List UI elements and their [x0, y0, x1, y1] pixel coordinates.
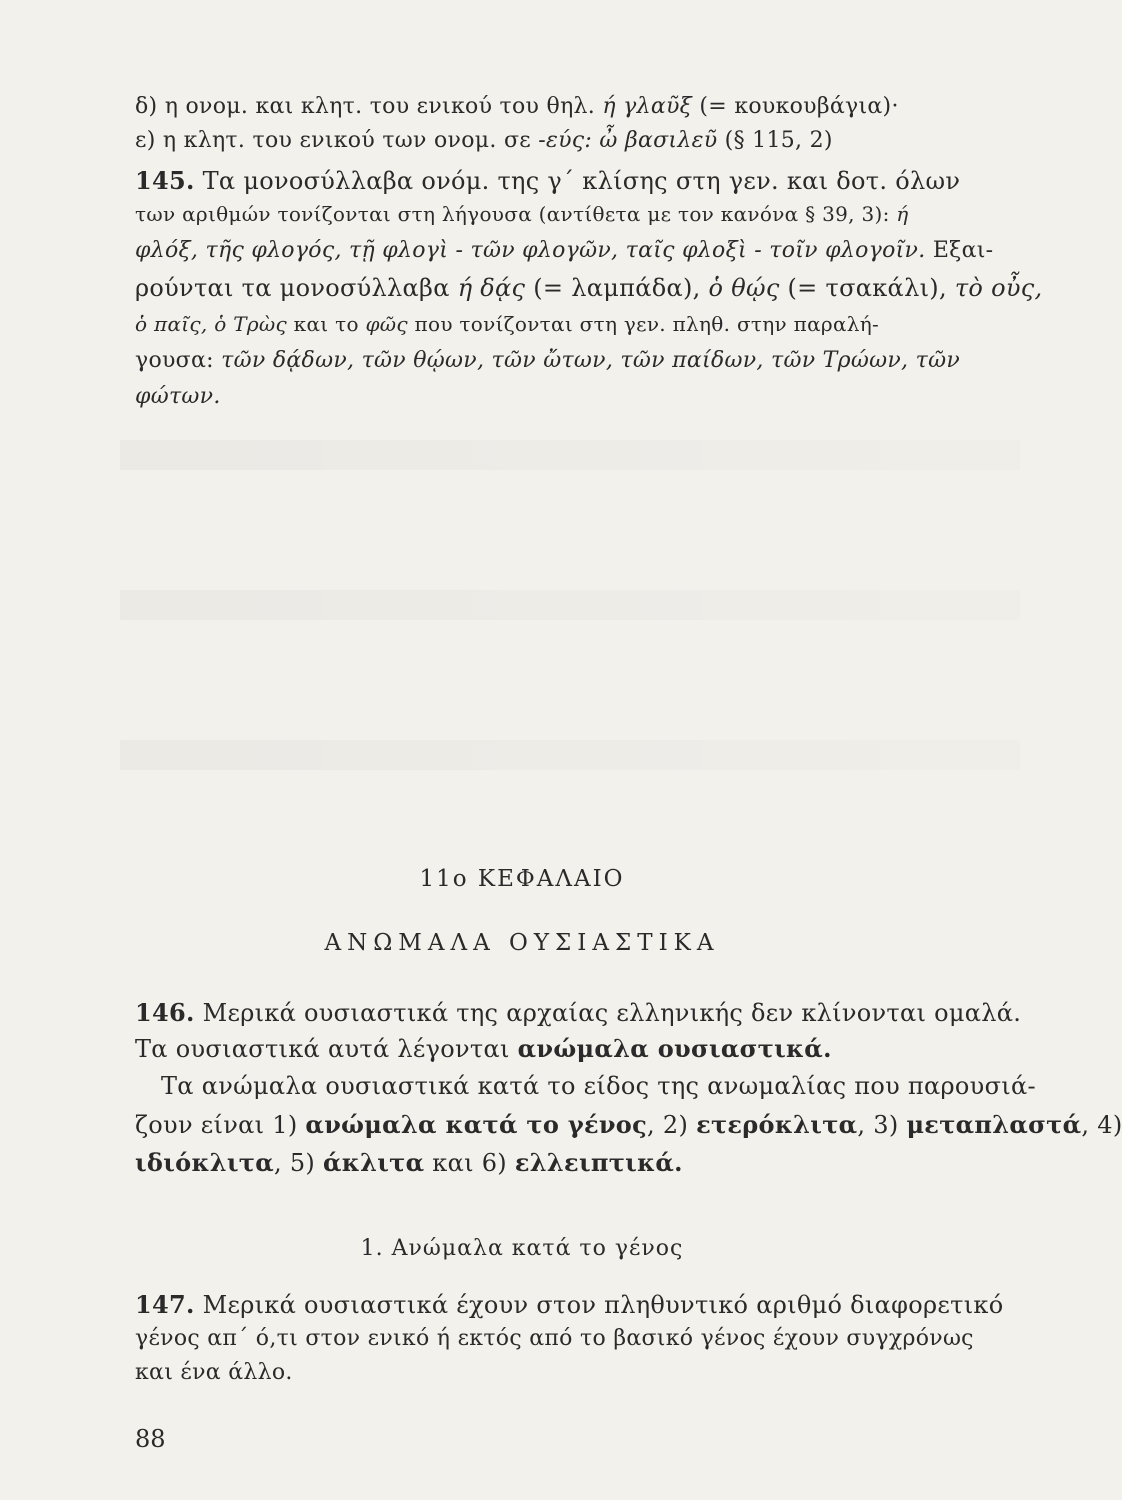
bleed-through [120, 440, 1020, 470]
paragraph-146-line [135, 1072, 1036, 1100]
text-italic: ή δᾴς [457, 274, 526, 302]
text: (= τσακάλι), [779, 274, 955, 302]
text: , 2) [647, 1111, 697, 1139]
text: (= κουκουβάγια)· [699, 94, 899, 119]
text: ρούνται τα μονοσύλλαβα [135, 274, 458, 302]
paragraph-145-line [135, 274, 1043, 302]
text-italic: τὸ οὖς, [954, 274, 1043, 302]
chapter-label: 11ο ΚΕΦΑΛΑΙΟ [419, 866, 625, 892]
paragraph-147-line [135, 1290, 1005, 1319]
text: Τα ουσιαστικά αυτά λέγονται [135, 1035, 518, 1063]
text-italic: ή γλαῦξ [595, 94, 700, 119]
text: Μερικά ουσιαστικά έχουν στον πληθυντικό αριθμό διαφορετικό [194, 1291, 1004, 1319]
text: που τονίζονται στη γεν. πληθ. στην παραλή- [407, 312, 880, 336]
text-bold: ελλειπτικά. [514, 1148, 683, 1177]
text-italic: ὁ παῖς, ὁ Τρὼς [135, 312, 288, 336]
section-title: 1. Ανώμαλα κατά το γένος [360, 1236, 684, 1261]
paragraph-145-line [135, 238, 1005, 263]
text: γουσα: [135, 348, 222, 373]
text-italic: ὁ θῴς [708, 274, 780, 302]
text-italic: φῶς [365, 312, 408, 336]
paragraph-146-line [135, 1034, 1005, 1063]
text-bold: ετερόκλιτα [696, 1110, 858, 1139]
paragraph-147-line [135, 1360, 1005, 1385]
text-line [135, 128, 1005, 153]
text: ζουν είναι 1) [135, 1111, 306, 1139]
bleed-through [120, 590, 1020, 620]
text-italic: ή [896, 202, 909, 226]
text: δ) η ονομ. και κλητ. του ενικού του θηλ. [135, 94, 596, 119]
text-italic: τῶν δᾴδων, τῶν θῴων, τῶν ὤτων, τῶν παίδων, τῶν Τρώων, τῶν [221, 348, 961, 373]
paragraph-146-line [135, 1148, 1005, 1177]
text-bold: ανώμαλα κατά το γένος [305, 1110, 648, 1139]
paragraph-145-line [135, 348, 1005, 373]
text: Εξαι- [925, 238, 994, 263]
text: (§ 115, 2) [717, 128, 833, 153]
text: Μερικά ουσιαστικά της αρχαίας ελληνικής δεν κλίνονται ομαλά. [194, 999, 1022, 1027]
paragraph-145-line [135, 384, 1005, 409]
text: γένος απ΄ ό,τι στον ενικό ή εκτός από το βασικό γένος έχουν συγχρόνως [135, 1326, 974, 1351]
text: Τα μονοσύλλαβα ονόμ. της γ΄ κλίσης στη γεν. και δοτ. όλων [194, 167, 961, 195]
text: , 4) [1081, 1111, 1122, 1139]
text-italic: -εύς: ὦ βασιλεῦ [538, 128, 718, 153]
paragraph-145-line [135, 166, 1005, 195]
text: και το [287, 312, 366, 336]
paragraph-146-line [135, 998, 1022, 1027]
paragraph-145-line [135, 202, 1005, 226]
paragraph-number: 147. [135, 1290, 195, 1319]
text-italic: φώτων. [135, 384, 221, 409]
text-italic: φλόξ, τῆς φλογός, τῇ φλογὶ - τῶν φλογῶν, ταῖς φλοξὶ - τοῖν φλογοῖν. [135, 238, 926, 263]
text-bold: μεταπλαστά [906, 1110, 1082, 1139]
paragraph-number: 146. [135, 998, 195, 1027]
paragraph-146-line [135, 1110, 1122, 1139]
text: ε) η κλητ. του ενικού των ονομ. σε [135, 128, 539, 153]
page-number: 88 [135, 1425, 166, 1453]
text-bold: άκλιτα [323, 1148, 425, 1177]
bleed-through [120, 740, 1020, 770]
text: (= λαμπάδα), [525, 274, 709, 302]
text: και ένα άλλο. [135, 1360, 293, 1385]
text: των αριθμών τονίζονται στη λήγουσα (αντίθετα με τον κανόνα § 39, 3): [135, 202, 897, 226]
text: , 3) [857, 1111, 907, 1139]
text-bold: ανώμαλα ουσιαστικά. [517, 1034, 832, 1063]
chapter-title: ΑΝΩΜΑΛΑ ΟΥΣΙΑΣΤΙΚΑ [324, 930, 720, 956]
paragraph-145-line [135, 312, 1005, 336]
text: και 6) [424, 1149, 515, 1177]
text: Τα ανώμαλα ουσιαστικά κατά το είδος της ανωμαλίας που παρουσιά- [161, 1072, 1036, 1100]
paragraph-number: 145. [135, 166, 195, 195]
text: , 5) [274, 1149, 324, 1177]
text-bold: ιδιόκλιτα [135, 1148, 274, 1177]
text-line [135, 94, 1005, 119]
paragraph-147-line [135, 1326, 1005, 1351]
